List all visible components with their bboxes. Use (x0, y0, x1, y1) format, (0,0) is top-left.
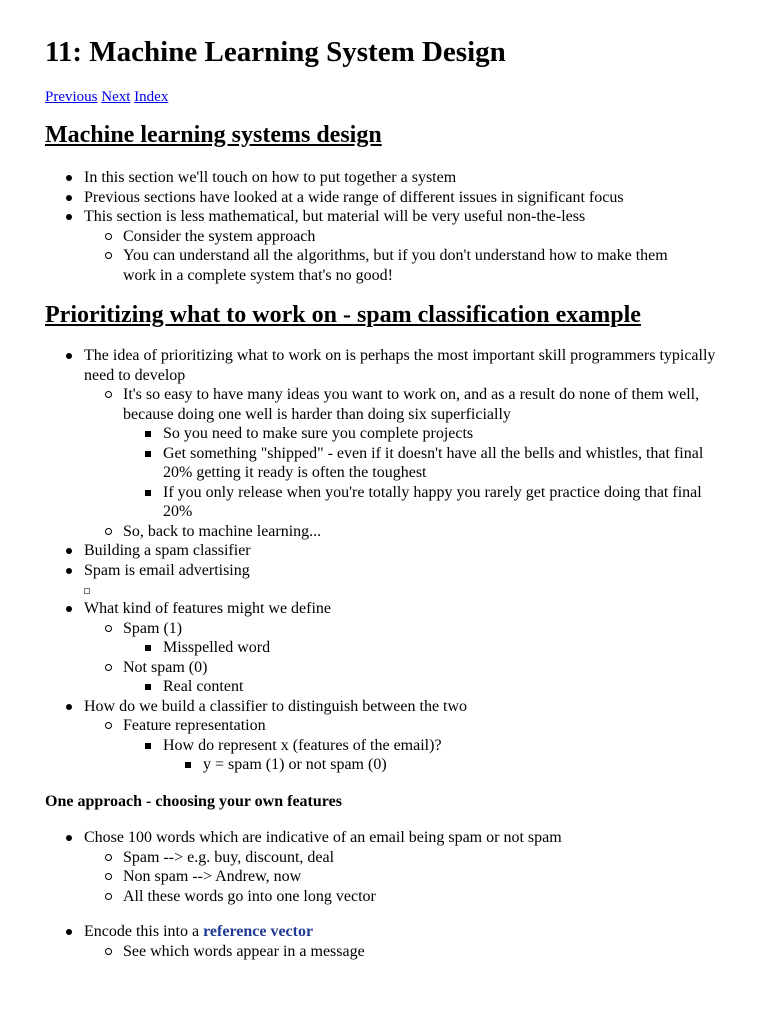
sub-list (123, 736, 730, 775)
index-link[interactable]: Index (134, 89, 169, 105)
list-item (123, 736, 730, 775)
list-item-text: It's so easy to have many ideas you want to work on, and as a result do none of them well, because doing one well is harder than doing six superficially (123, 386, 700, 423)
list-item (84, 619, 730, 658)
sub-list (123, 638, 730, 658)
sub-list (123, 424, 730, 522)
list-item: In this section we'll touch on how to put together a system (45, 168, 745, 188)
list-item: Misspelled word (123, 638, 730, 658)
list-item: Consider the system approach (84, 227, 704, 247)
list-item: Spam is email advertising (45, 561, 730, 581)
broken-image-placeholder (84, 580, 730, 599)
bullet-list (45, 922, 745, 961)
page-title: 11: Machine Learning System Design (45, 36, 506, 68)
section-heading: Machine learning systems design (45, 122, 382, 148)
list-item (84, 658, 730, 697)
sub-list (84, 619, 730, 697)
list-item: All these words go into one long vector (84, 887, 745, 907)
list-item-text: How do we build a classifier to distinguish between the two (84, 697, 468, 715)
list-item: So you need to make sure you complete projects (123, 424, 730, 444)
list-item: So, back to machine learning... (84, 522, 730, 542)
section-prioritizing (45, 300, 730, 775)
list-item: Get something "shipped" - even if it doesn't have all the bells and whistles, that final 20% getting it ready is often the toughest (123, 444, 730, 483)
reference-vector-term: reference vector (203, 923, 314, 940)
list-item-text: Spam (1) (123, 619, 183, 637)
sub-list (163, 755, 730, 775)
list-item: Building a spam classifier (45, 541, 730, 561)
section-ml-systems-design (45, 120, 745, 285)
bullet-list (45, 828, 745, 906)
list-item (45, 828, 745, 906)
subsection-heading: One approach - choosing your own features (45, 793, 342, 810)
list-item (45, 207, 745, 285)
list-item-text: Feature representation (123, 717, 266, 734)
list-item-text: Encode this into a (84, 923, 204, 940)
sub-list (84, 385, 730, 541)
list-item-text: What kind of features might we define (84, 600, 332, 617)
list-item-text: Chose 100 words which are indicative of an email being spam or not spam (84, 829, 562, 846)
list-item: Spam --> e.g. buy, discount, deal (84, 848, 745, 868)
list-item: Non spam --> Andrew, now (84, 867, 745, 887)
sub-list (84, 848, 745, 907)
nav-links (45, 88, 168, 106)
bullet-list (45, 346, 730, 580)
list-item-text: The idea of prioritizing what to work on is perhaps the most important skill programmers typically need to develop (84, 347, 716, 384)
bullet-list (45, 168, 745, 285)
list-item (84, 385, 730, 522)
section-heading: Prioritizing what to work on - spam classification example (45, 302, 641, 328)
sub-list (84, 942, 745, 962)
list-item-text: Not spam (0) (123, 658, 208, 676)
list-item: If you only release when you're totally happy you rarely get practice doing that final 20% (123, 483, 730, 522)
list-item: Previous sections have looked at a wide range of different issues in significant focus (45, 188, 745, 208)
sub-list (123, 677, 730, 697)
list-item (45, 922, 745, 961)
section-reference-vector (45, 922, 745, 961)
list-item (45, 599, 730, 697)
list-item (84, 716, 730, 775)
sub-list (84, 716, 730, 775)
list-item-text: This section is less mathematical, but material will be very useful non-the-less (84, 208, 586, 225)
list-item (45, 346, 730, 541)
list-item: You can understand all the algorithms, but if you don't understand how to make them work in a complete system that's no good! (84, 246, 703, 285)
list-item (45, 697, 730, 775)
list-item-text: How do represent x (features of the email)? (163, 736, 442, 754)
list-item: Real content (123, 677, 730, 697)
section-own-features (45, 828, 745, 906)
previous-link[interactable]: Previous (45, 89, 98, 105)
list-item: See which words appear in a message (84, 942, 745, 962)
next-link[interactable]: Next (101, 89, 131, 105)
bullet-list (45, 599, 730, 775)
sub-list (84, 227, 704, 286)
list-item: y = spam (1) or not spam (0) (163, 755, 730, 775)
